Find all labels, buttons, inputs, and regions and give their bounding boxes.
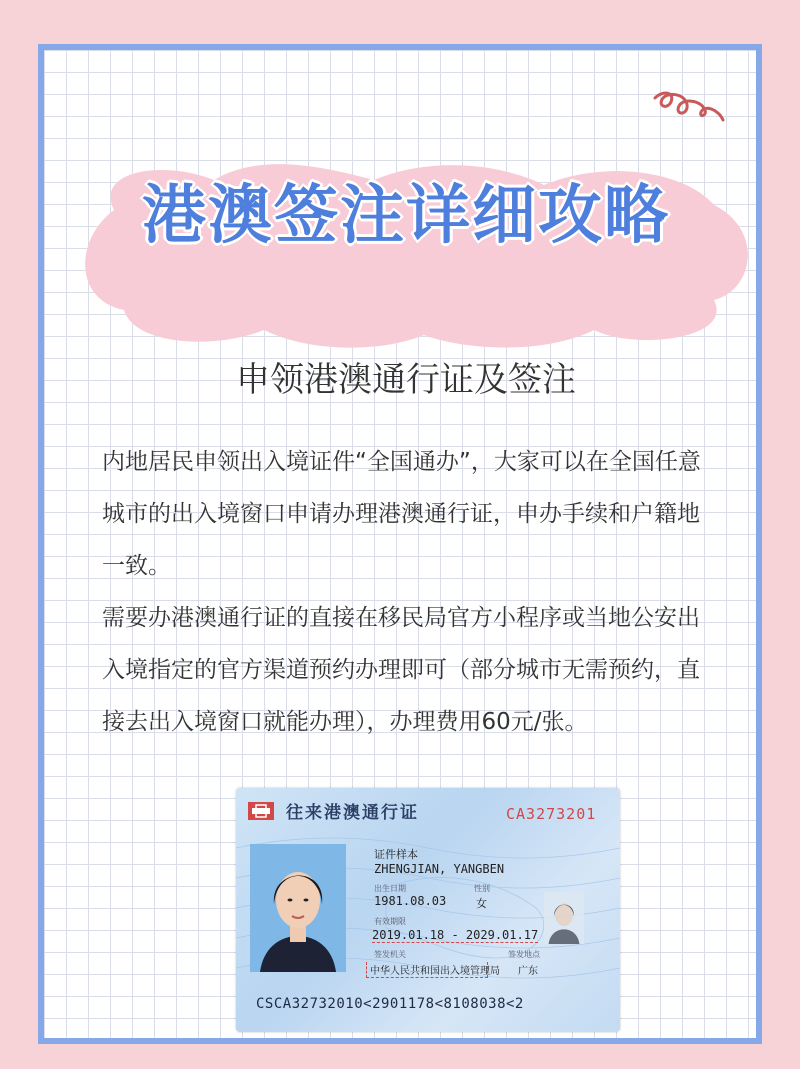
emblem-icon — [248, 802, 274, 820]
portrait-photo — [250, 844, 346, 972]
body-text — [102, 436, 722, 748]
sample-label: 证件样本 — [374, 848, 418, 861]
mini-portrait — [544, 892, 584, 944]
paragraph-appointment: 需要办港澳通行证的直接在移民局官方小程序或当地公安出入境指定的官方渠道预约办理即可（部分城市无需预约，直接去出入境窗口就能办理），办理费用60元/张。 — [102, 605, 700, 735]
authority-highlight — [366, 962, 488, 978]
paragraph-nationwide: 内地居民申领出入境证件“全国通办”，大家可以在全国任意城市的出入境窗口申请办理港澳通行证，申办手续和户籍地一致。 — [102, 449, 701, 579]
place-label: 签发地点 — [508, 950, 540, 959]
machine-readable-zone: CSCA32732010<2901178<8108038<2 — [256, 996, 524, 1012]
birth-date: 1981.08.03 — [374, 894, 447, 908]
validity-label: 有效期限 — [374, 917, 406, 926]
page-title: 港澳签注详细攻略 — [142, 179, 670, 253]
card-header — [248, 798, 419, 823]
card-title: 往来港澳通行证 — [286, 803, 419, 823]
name-en: ZHENGJIAN, YANGBEN — [374, 862, 505, 876]
portrait-icon — [250, 844, 346, 972]
authority-value: 中华人民共和国出入境管理局 — [370, 966, 500, 977]
section-subtitle: 申领港澳通行证及签注 — [236, 360, 576, 400]
card-number: CA3273201 — [506, 805, 597, 823]
place-value: 广东 — [518, 966, 538, 977]
permit-card-sample — [236, 788, 620, 1032]
squiggle-decoration-icon — [649, 88, 729, 138]
authority-label: 签发机关 — [374, 950, 406, 959]
poster-frame — [38, 44, 762, 1044]
validity-value: 2019.01.18 - 2029.01.17 — [372, 928, 539, 942]
sex-label: 性别 — [474, 884, 490, 893]
birth-label: 出生日期 — [374, 884, 406, 893]
mini-portrait-icon — [544, 892, 584, 944]
sex-value: 女 — [476, 897, 487, 910]
